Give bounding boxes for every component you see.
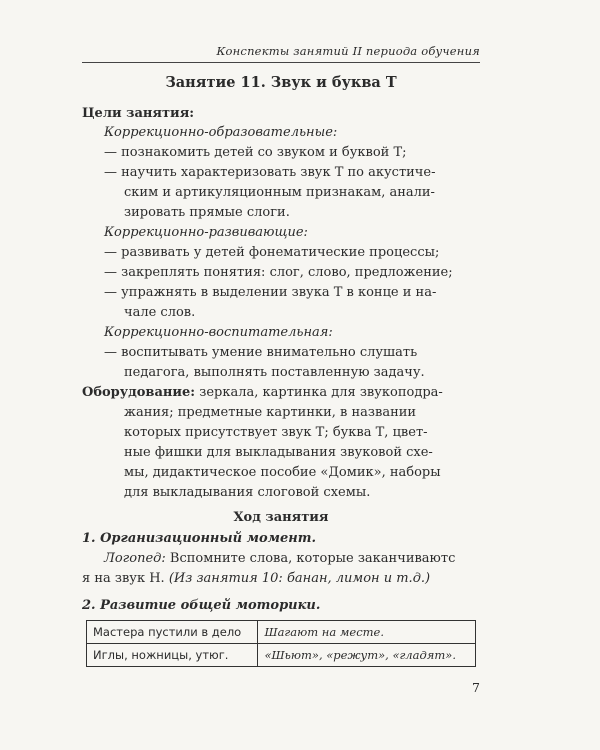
table-cell-verse: Иглы, ножницы, утюг. [87, 644, 258, 667]
equipment-continuation: ные фишки для выкладывания звуковой схе- [124, 445, 433, 460]
equipment-continuation: для выкладывания слоговой схемы. [124, 485, 371, 500]
motor-exercise-table [86, 620, 476, 667]
step-2-heading: 2. Развитие общей моторики. [82, 598, 321, 613]
equipment-continuation: которых присутствует звук Т; буква Т, цвет- [124, 425, 428, 440]
equipment-continuation: жания; предметные картинки, в названии [124, 405, 417, 420]
goal-item-continuation: зировать прямые слоги. [124, 205, 290, 220]
speech-note: (Из занятия 10: банан, лимон и т.д.) [168, 571, 431, 586]
goal-group-1-heading: Коррекционно-образовательные: [104, 125, 338, 140]
equipment-continuation: мы, дидактическое пособие «Домик», наборы [124, 465, 441, 480]
goal-item-continuation: педагога, выполнять поставленную задачу. [124, 365, 425, 380]
speech-text: я на звук Н. [82, 571, 169, 586]
goal-item: — научить характеризовать звук Т по акустиче- [104, 165, 436, 180]
goal-group-2-heading: Коррекционно-развивающие: [104, 225, 308, 240]
equipment-label: Оборудование: [82, 385, 196, 400]
goal-item-continuation: чале слов. [124, 305, 196, 320]
goal-item: — познакомить детей со звуком и буквой Т; [104, 145, 407, 160]
table-row [87, 621, 476, 644]
speaker-label: Логопед: [104, 551, 166, 566]
running-header: Конспекты занятий II периода обучения [216, 44, 480, 58]
goal-item: — воспитывать умение внимательно слушать [104, 345, 418, 360]
equipment-text: зеркала, картинка для звукоподра- [199, 385, 443, 400]
step-1-heading: 1. Организационный момент. [82, 531, 317, 546]
lesson-title: Занятие 11. Звук и буква Т [165, 74, 397, 91]
goals-heading: Цели занятия: [82, 106, 195, 121]
speech-text: Вспомните слова, которые заканчиваютс [165, 551, 456, 566]
step-1-text-line [82, 571, 430, 587]
header-rule [82, 62, 480, 63]
goal-item-continuation: ским и артикуляционным признакам, анали- [124, 185, 435, 200]
page-number: 7 [472, 680, 480, 695]
table-row [87, 644, 476, 667]
goal-item: — закреплять понятия: слог, слово, предложение; [104, 265, 453, 280]
course-heading: Ход занятия [233, 510, 329, 525]
step-1-text-line [104, 551, 455, 567]
goal-group-3-heading: Коррекционно-воспитательная: [104, 325, 333, 340]
equipment-line [82, 385, 443, 401]
table-cell-verse: Мастера пустили в дело [87, 621, 258, 644]
table-cell-action: «Шьют», «режут», «гладят». [258, 644, 476, 667]
table-cell-action: Шагают на месте. [258, 621, 476, 644]
goal-item: — развивать у детей фонематические процессы; [104, 245, 440, 260]
goal-item: — упражнять в выделении звука Т в конце и на- [104, 285, 437, 300]
